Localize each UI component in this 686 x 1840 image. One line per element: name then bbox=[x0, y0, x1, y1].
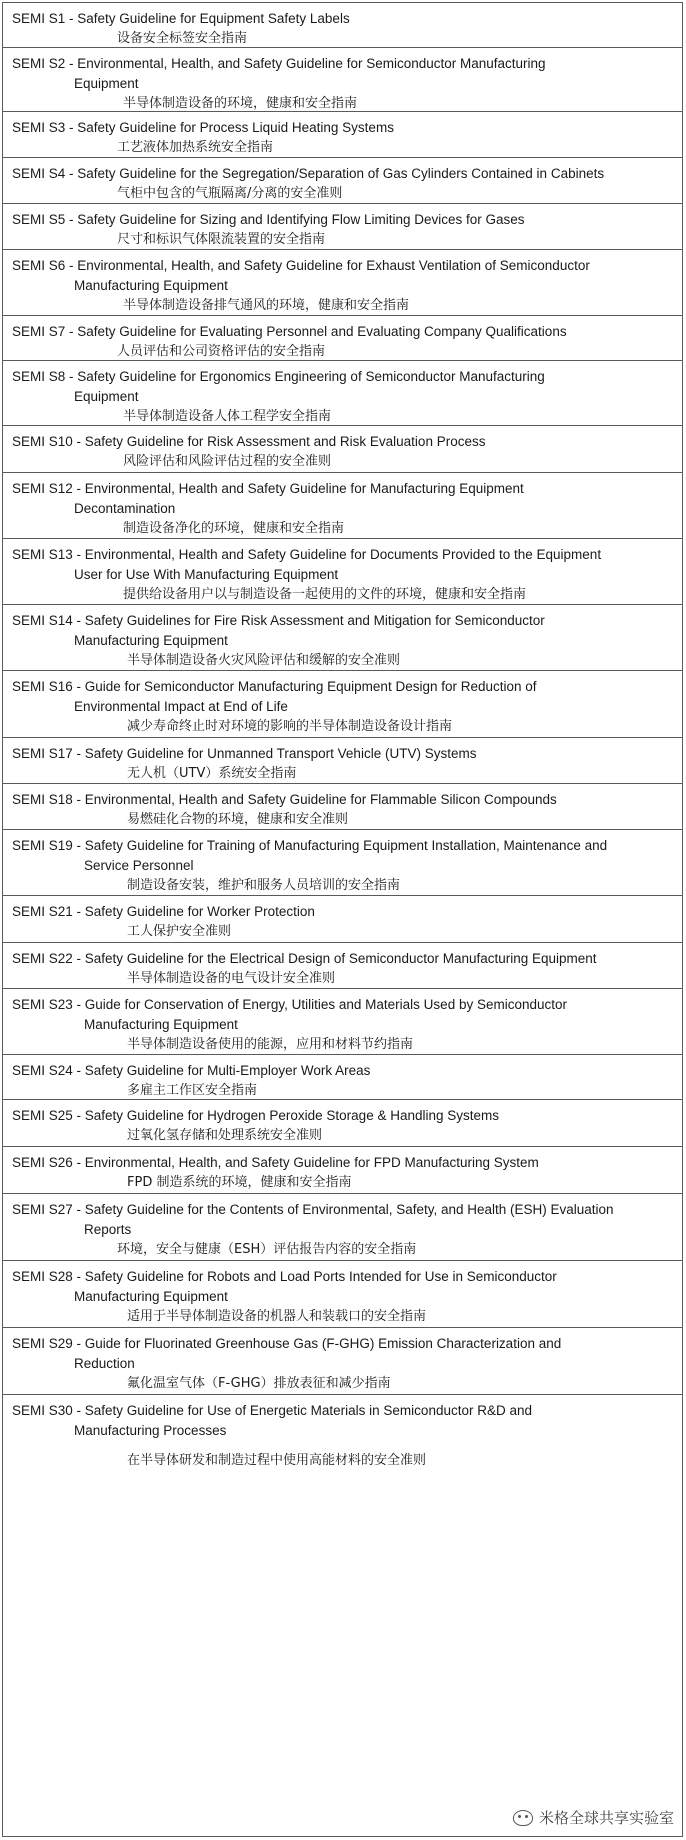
watermark-text: 米格全球共享实验室 bbox=[538, 1809, 674, 1827]
title-first-line bbox=[12, 164, 672, 184]
chinese-title: 多雇主工作区安全指南 bbox=[127, 1083, 258, 1098]
chinese-title: 制造设备安装，维护和服务人员培训的安全指南 bbox=[127, 878, 401, 893]
standard-title bbox=[12, 432, 672, 452]
table-row bbox=[3, 738, 682, 784]
standard-code: SEMI S27 bbox=[12, 1202, 73, 1217]
table-row bbox=[3, 158, 682, 204]
standard-code: SEMI S14 bbox=[12, 613, 73, 628]
chinese-title: 过氧化氢存储和处理系统安全准则 bbox=[127, 1128, 323, 1143]
standard-code: SEMI S21 bbox=[12, 904, 73, 919]
separator: - bbox=[72, 904, 85, 919]
table-row bbox=[3, 204, 682, 250]
title-first-line bbox=[12, 949, 672, 969]
title-continuation-line: Manufacturing Equipment bbox=[74, 278, 228, 293]
standard-title bbox=[12, 9, 672, 29]
standard-title bbox=[12, 1267, 672, 1307]
chinese-title: 半导体制造设备的电气设计安全准则 bbox=[127, 971, 336, 986]
standard-title bbox=[12, 1334, 672, 1374]
title-continuation-line: Manufacturing Equipment bbox=[84, 1017, 238, 1032]
chinese-title: 半导体制造设备排气通风的环境，健康和安全指南 bbox=[123, 298, 410, 313]
standard-code: SEMI S25 bbox=[12, 1108, 73, 1123]
separator: - bbox=[72, 1108, 85, 1123]
standard-code: SEMI S24 bbox=[12, 1063, 73, 1078]
title-first-line bbox=[12, 902, 672, 922]
standard-title bbox=[12, 545, 672, 585]
standard-title bbox=[12, 1106, 672, 1126]
title-line: Safety Guideline for the Segregation/Separation of Gas Cylinders Contained in Cabinets bbox=[77, 166, 605, 181]
title-first-line bbox=[12, 432, 672, 452]
title-first-line bbox=[12, 256, 672, 276]
separator: - bbox=[65, 166, 78, 181]
title-line: Environmental, Health and Safety Guideline for Documents Provided to the Equipment bbox=[84, 547, 602, 562]
chinese-title: 工人保护安全准则 bbox=[127, 924, 232, 939]
title-first-line bbox=[12, 210, 672, 230]
title-continuation-line: Equipment bbox=[74, 76, 139, 91]
chinese-title: 环境，安全与健康（ESH）评估报告内容的安全指南 bbox=[117, 1242, 417, 1257]
standard-title bbox=[12, 902, 672, 922]
standard-code: SEMI S4 bbox=[12, 166, 66, 181]
separator: - bbox=[65, 56, 78, 71]
standard-code: SEMI S18 bbox=[12, 792, 73, 807]
standard-code: SEMI S5 bbox=[12, 212, 66, 227]
title-first-line bbox=[12, 1334, 672, 1354]
standard-title bbox=[12, 164, 672, 184]
separator: - bbox=[72, 838, 85, 853]
title-line: Safety Guideline for Ergonomics Engineering of Semiconductor Manufacturing bbox=[77, 369, 545, 384]
title-line: Safety Guideline for the Contents of Environmental, Safety, and Health (ESH) Evaluation bbox=[84, 1202, 614, 1217]
table-row bbox=[3, 1395, 682, 1482]
standard-code: SEMI S19 bbox=[12, 838, 73, 853]
table-row bbox=[3, 112, 682, 158]
title-first-line bbox=[12, 322, 672, 342]
separator: - bbox=[72, 951, 85, 966]
table-row bbox=[3, 1147, 682, 1194]
standard-title bbox=[12, 367, 672, 407]
table-row bbox=[3, 671, 682, 738]
separator: - bbox=[72, 792, 85, 807]
table-row bbox=[3, 426, 682, 473]
chinese-title: 风险评估和风险评估过程的安全准则 bbox=[123, 454, 332, 469]
separator: - bbox=[72, 547, 85, 562]
table-row bbox=[3, 473, 682, 539]
separator: - bbox=[72, 1063, 85, 1078]
title-line: Safety Guideline for Use of Energetic Materials in Semiconductor R&D and bbox=[84, 1403, 532, 1418]
standard-code: SEMI S12 bbox=[12, 481, 73, 496]
chinese-title: 工艺液体加热系统安全指南 bbox=[117, 140, 274, 155]
chinese-title: 无人机（UTV）系统安全指南 bbox=[127, 766, 297, 781]
standard-title bbox=[12, 949, 672, 969]
title-continuation-line: Manufacturing Equipment bbox=[74, 1289, 228, 1304]
title-line: Safety Guideline for Training of Manufacturing Equipment Installation, Maintenance and bbox=[84, 838, 608, 853]
title-continuation-line: Equipment bbox=[74, 389, 139, 404]
title-continuation-line: Manufacturing Equipment bbox=[74, 633, 228, 648]
chinese-title: 尺寸和标识气体限流装置的安全指南 bbox=[117, 232, 326, 247]
title-continuation-line: Decontamination bbox=[74, 501, 176, 516]
title-line: Safety Guideline for Risk Assessment and Risk Evaluation Process bbox=[84, 434, 486, 449]
title-line: Environmental, Health, and Safety Guideline for FPD Manufacturing System bbox=[84, 1155, 539, 1170]
title-first-line bbox=[12, 790, 672, 810]
title-line: Safety Guideline for Unmanned Transport Vehicle (UTV) Systems bbox=[84, 746, 477, 761]
standard-code: SEMI S1 bbox=[12, 11, 66, 26]
title-first-line bbox=[12, 1106, 672, 1126]
title-line: Guide for Fluorinated Greenhouse Gas (F-GHG) Emission Characterization and bbox=[84, 1336, 562, 1351]
title-continuation-line: Environmental Impact at End of Life bbox=[74, 699, 288, 714]
title-line: Safety Guidelines for Fire Risk Assessment and Mitigation for Semiconductor bbox=[84, 613, 545, 628]
separator: - bbox=[72, 613, 85, 628]
table-row bbox=[3, 989, 682, 1055]
separator: - bbox=[65, 212, 78, 227]
title-first-line bbox=[12, 995, 672, 1015]
title-line: Environmental, Health, and Safety Guideline for Semiconductor Manufacturing bbox=[77, 56, 546, 71]
title-line: Guide for Semiconductor Manufacturing Equipment Design for Reduction of bbox=[84, 679, 537, 694]
table-row bbox=[3, 250, 682, 316]
standard-code: SEMI S30 bbox=[12, 1403, 73, 1418]
title-first-line bbox=[12, 1061, 672, 1081]
title-continuation-line: Reports bbox=[84, 1222, 132, 1237]
table-row bbox=[3, 896, 682, 943]
chinese-title: 适用于半导体制造设备的机器人和装载口的安全指南 bbox=[127, 1309, 427, 1324]
standard-code: SEMI S6 bbox=[12, 258, 66, 273]
title-first-line bbox=[12, 1267, 672, 1287]
title-first-line bbox=[12, 54, 672, 74]
title-first-line bbox=[12, 1401, 672, 1421]
title-line: Environmental, Health and Safety Guideline for Flammable Silicon Compounds bbox=[84, 792, 557, 807]
chinese-title: 半导体制造设备人体工程学安全指南 bbox=[123, 409, 332, 424]
title-line: Environmental, Health and Safety Guideline for Manufacturing Equipment bbox=[84, 481, 524, 496]
standard-code: SEMI S7 bbox=[12, 324, 66, 339]
standard-code: SEMI S17 bbox=[12, 746, 73, 761]
title-first-line bbox=[12, 545, 672, 565]
title-first-line bbox=[12, 118, 672, 138]
chinese-title: 提供给设备用户以与制造设备一起使用的文件的环境，健康和安全指南 bbox=[123, 587, 527, 602]
title-first-line bbox=[12, 677, 672, 697]
separator: - bbox=[72, 434, 85, 449]
table-row bbox=[3, 1055, 682, 1100]
table-row bbox=[3, 1328, 682, 1395]
standard-title bbox=[12, 611, 672, 651]
table-row bbox=[3, 48, 682, 112]
title-line: Safety Guideline for the Electrical Design of Semiconductor Manufacturing Equipment bbox=[84, 951, 597, 966]
separator: - bbox=[65, 369, 78, 384]
title-line: Safety Guideline for Sizing and Identifying Flow Limiting Devices for Gases bbox=[77, 212, 525, 227]
title-first-line bbox=[12, 611, 672, 631]
watermark bbox=[509, 1805, 678, 1830]
title-line: Safety Guideline for Process Liquid Heating Systems bbox=[77, 120, 394, 135]
standard-title bbox=[12, 118, 672, 138]
title-continuation-line: Reduction bbox=[74, 1356, 135, 1371]
chinese-title: 在半导体研发和制造过程中使用高能材料的安全准则 bbox=[127, 1453, 427, 1468]
title-line: Safety Guideline for Multi-Employer Work Areas bbox=[84, 1063, 371, 1078]
separator: - bbox=[65, 11, 78, 26]
chinese-title: 减少寿命终止时对环境的影响的半导体制造设备设计指南 bbox=[127, 719, 453, 734]
standard-title bbox=[12, 836, 672, 876]
standard-title bbox=[12, 1401, 672, 1441]
chinese-title: 氟化温室气体（F-GHG）排放表征和减少指南 bbox=[127, 1376, 391, 1391]
standard-title bbox=[12, 995, 672, 1035]
table-row bbox=[3, 830, 682, 896]
table-row bbox=[3, 784, 682, 830]
chinese-title: 设备安全标签安全指南 bbox=[117, 31, 248, 46]
chinese-title: 半导体制造设备的环境，健康和安全指南 bbox=[123, 96, 358, 111]
standard-code: SEMI S28 bbox=[12, 1269, 73, 1284]
standard-code: SEMI S13 bbox=[12, 547, 73, 562]
separator: - bbox=[72, 1269, 85, 1284]
standard-code: SEMI S22 bbox=[12, 951, 73, 966]
standard-code: SEMI S3 bbox=[12, 120, 66, 135]
separator: - bbox=[72, 1155, 85, 1170]
table-row bbox=[3, 539, 682, 605]
title-first-line bbox=[12, 1200, 672, 1220]
chinese-title: 气柜中包含的气瓶隔离/分离的安全准则 bbox=[117, 186, 343, 201]
title-line: Safety Guideline for Equipment Safety Labels bbox=[77, 11, 350, 26]
title-first-line bbox=[12, 479, 672, 499]
chinese-title: 半导体制造设备使用的能源，应用和材料节约指南 bbox=[127, 1037, 414, 1052]
title-line: Guide for Conservation of Energy, Utilities and Materials Used by Semiconductor bbox=[84, 997, 568, 1012]
separator: - bbox=[65, 258, 78, 273]
title-continuation-line: Service Personnel bbox=[84, 858, 194, 873]
table-row bbox=[3, 943, 682, 989]
standard-title bbox=[12, 210, 672, 230]
separator: - bbox=[72, 746, 85, 761]
table-row bbox=[3, 361, 682, 426]
separator: - bbox=[72, 997, 85, 1012]
title-line: Safety Guideline for Evaluating Personnel and Evaluating Company Qualifications bbox=[77, 324, 567, 339]
standard-title bbox=[12, 54, 672, 94]
standard-title bbox=[12, 256, 672, 296]
standard-title bbox=[12, 479, 672, 519]
title-continuation-line: User for Use With Manufacturing Equipment bbox=[74, 567, 339, 582]
separator: - bbox=[72, 1403, 85, 1418]
title-line: Safety Guideline for Robots and Load Ports Intended for Use in Semiconductor bbox=[84, 1269, 557, 1284]
standard-code: SEMI S29 bbox=[12, 1336, 73, 1351]
table-row bbox=[3, 1194, 682, 1261]
table-row bbox=[3, 3, 682, 48]
standard-title bbox=[12, 1153, 672, 1173]
title-first-line bbox=[12, 367, 672, 387]
title-line: Environmental, Health, and Safety Guideline for Exhaust Ventilation of Semiconductor bbox=[77, 258, 590, 273]
standard-title bbox=[12, 1061, 672, 1081]
table-row bbox=[3, 1100, 682, 1147]
standard-code: SEMI S10 bbox=[12, 434, 73, 449]
chinese-title: FPD 制造系统的环境，健康和安全指南 bbox=[127, 1175, 352, 1190]
separator: - bbox=[72, 1336, 85, 1351]
table-row bbox=[3, 1261, 682, 1328]
separator: - bbox=[72, 481, 85, 496]
title-first-line bbox=[12, 1153, 672, 1173]
separator: - bbox=[65, 324, 78, 339]
standard-title bbox=[12, 322, 672, 342]
standard-code: SEMI S23 bbox=[12, 997, 73, 1012]
chinese-title: 人员评估和公司资格评估的安全指南 bbox=[117, 344, 326, 359]
title-continuation-line: Manufacturing Processes bbox=[74, 1423, 227, 1438]
standard-code: SEMI S8 bbox=[12, 369, 66, 384]
table-row bbox=[3, 316, 682, 361]
standard-title bbox=[12, 677, 672, 717]
semi-standards-table bbox=[2, 2, 683, 1837]
title-first-line bbox=[12, 9, 672, 29]
title-first-line bbox=[12, 744, 672, 764]
chinese-title: 易燃硅化合物的环境，健康和安全准则 bbox=[127, 812, 349, 827]
standard-code: SEMI S2 bbox=[12, 56, 66, 71]
standard-code: SEMI S26 bbox=[12, 1155, 73, 1170]
wechat-icon bbox=[513, 1810, 533, 1826]
separator: - bbox=[72, 1202, 85, 1217]
standard-code: SEMI S16 bbox=[12, 679, 73, 694]
title-first-line bbox=[12, 836, 672, 856]
title-line: Safety Guideline for Hydrogen Peroxide Storage & Handling Systems bbox=[84, 1108, 500, 1123]
separator: - bbox=[65, 120, 78, 135]
separator: - bbox=[72, 679, 85, 694]
chinese-title: 半导体制造设备火灾风险评估和缓解的安全准则 bbox=[127, 653, 401, 668]
title-line: Safety Guideline for Worker Protection bbox=[84, 904, 315, 919]
standard-title bbox=[12, 790, 672, 810]
standard-title bbox=[12, 744, 672, 764]
chinese-title: 制造设备净化的环境，健康和安全指南 bbox=[123, 521, 345, 536]
standard-title bbox=[12, 1200, 672, 1240]
table-row bbox=[3, 605, 682, 671]
